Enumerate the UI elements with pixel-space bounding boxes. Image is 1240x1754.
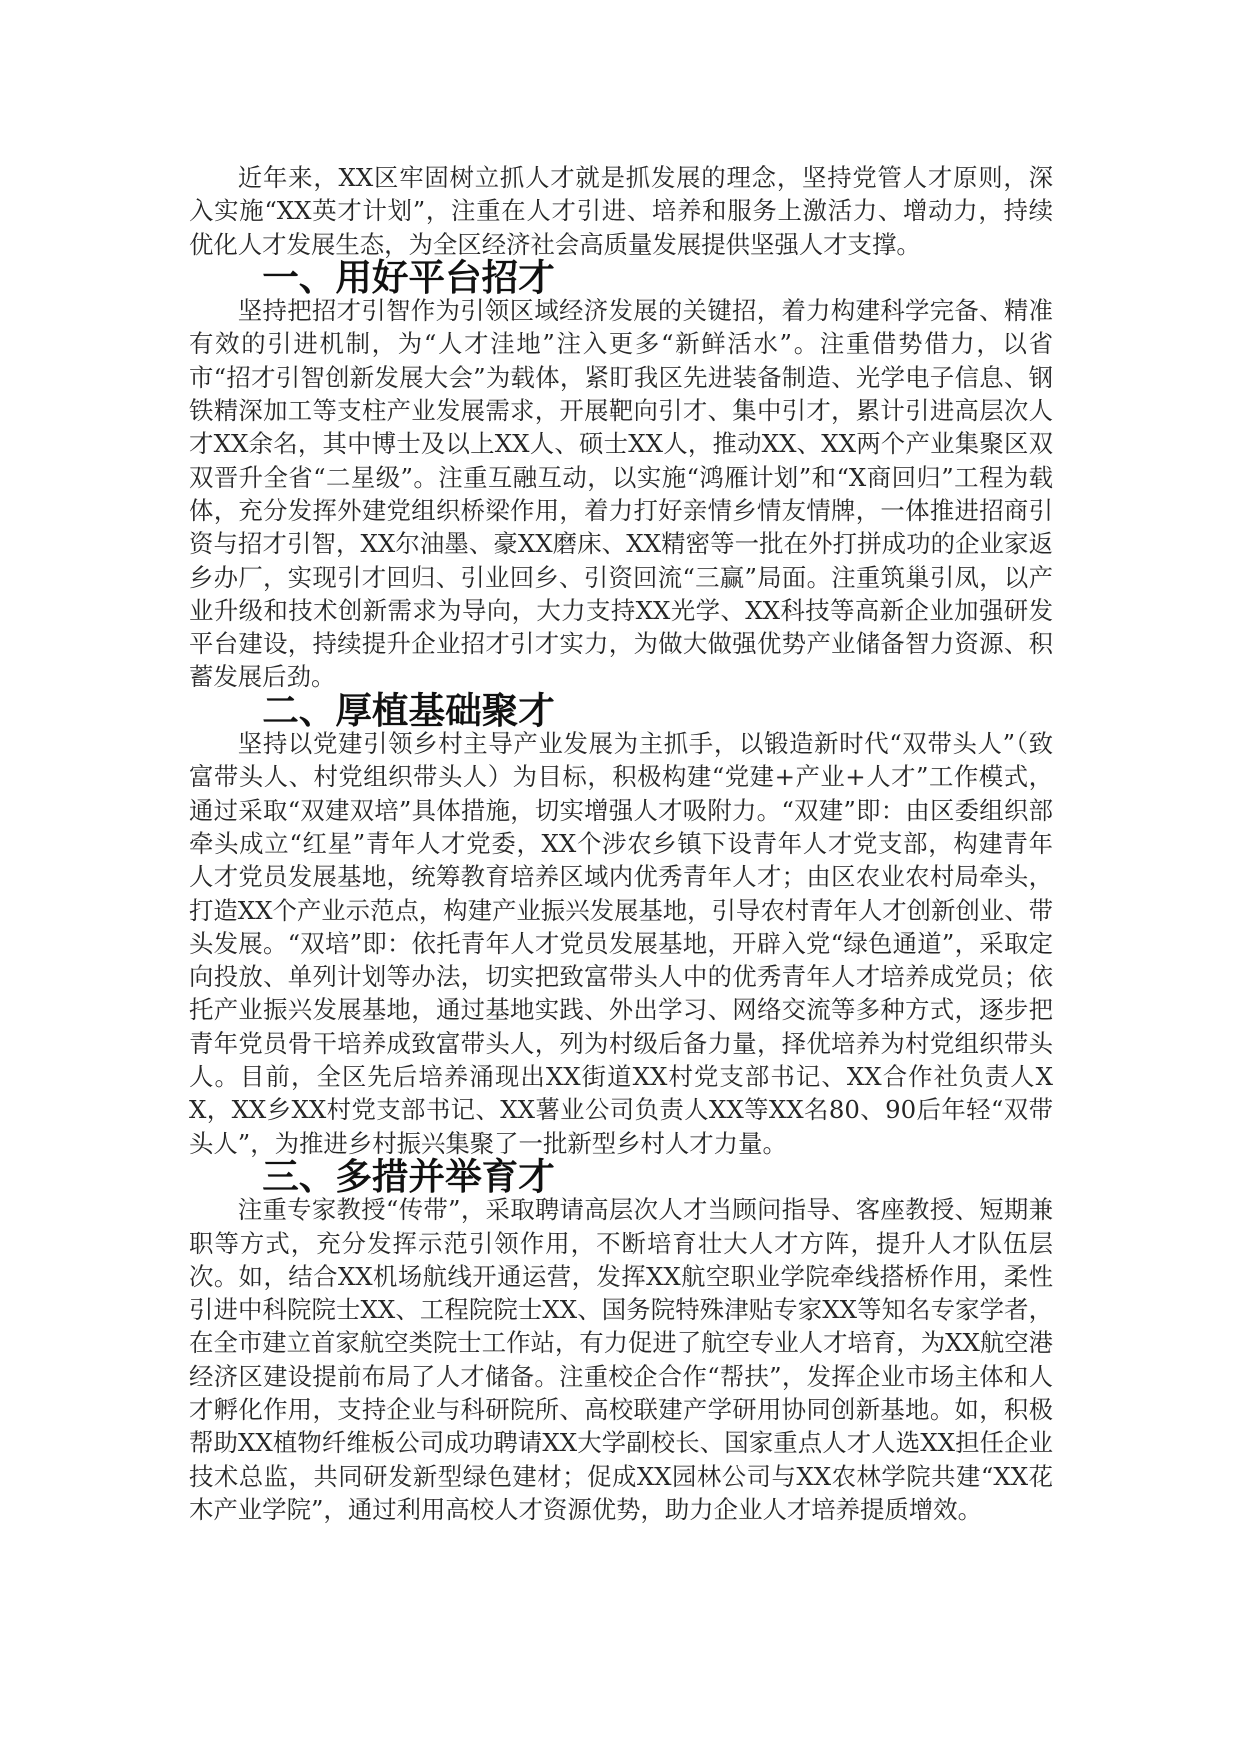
document-page — [189, 161, 1053, 1526]
section-body-3: 注重专家教授“传带”，采取聘请高层次人才当顾问指导、客座教授、短期兼职等方式，充分发挥示范引领作用，不断培育壮大人才方阵，提升人才队伍层次。如，结合XX机场航线开通运营，发挥XX航空职业学院牵线搭桥作用，柔性引进中科院院士XX、工程院院士XX、国务院特殊津贴专家XX等知名专家学者，在全市建立首家航空类院士工作站，有力促进了航空专业人才培育，为XX航空港经济区建设提前布局了人才储备。注重校企合作“帮扶”，发挥企业市场主体和人才孵化作用，支持企业与科研院所、高校联建产学研用协同创新基地。如，积极帮助XX植物纤维板公司成功聘请XX大学副校长、国家重点人才人选XX担任企业技术总监，共同研发新型绿色建材；促成XX园林公司与XX农林学院共建“XX花木产业学院”，通过利用高校人才资源优势，助力企业人才培养提质增效。 — [189, 1195, 1054, 1524]
intro-paragraph: 近年来，XX区牢固树立抓人才就是抓发展的理念，坚持党管人才原则，深入实施“XX英才计划”，注重在人才引进、培养和服务上激活力、增动力，持续优化人才发展生态，为全区经济社会高质量发展提供坚强人才支撑。 — [189, 163, 1053, 259]
section-body-2: 坚持以党建引领乡村主导产业发展为主抓手，以锻造新时代“双带头人”（致富带头人、村党组织带头人）为目标，积极构建“党建+产业+人才”工作模式，通过采取“双建双培”具体措施，切实增强人才吸附力。“双建”即：由区委组织部牵头成立“红星”青年人才党委，XX个涉农乡镇下设青年人才党支部，构建青年人才党员发展基地，统筹教育培养区域内优秀青年人才；由区农业农村局牵头，打造XX个产业示范点，构建产业振兴发展基地，引导农村青年人才创新创业、带头发展。“双培”即：依托青年人才党员发展基地，开辟入党“绿色通道”，采取定向投放、单列计划等办法，切实把致富带头人中的优秀青年人才培养成党员；依托产业振兴发展基地，通过基地实践、外出学习、网络交流等多种方式，逐步把青年党员骨干培养成致富带头人，列为村级后备力量，择优培养为村党组织带头人。目前，全区先后培养涌现出XX街道XX村党支部书记、XX合作社负责人XX，XX乡XX村党支部书记、XX薯业公司负责人XX等XX名80、90后年轻“双带头人”，为推进乡村振兴集聚了一批新型乡村人才力量。 — [189, 729, 1054, 1158]
section-heading-3: 三、多措并举育才 — [262, 1154, 555, 1198]
section-heading-2: 二、厚植基础聚才 — [262, 688, 555, 732]
section-heading-1: 一、用好平台招才 — [262, 255, 555, 299]
section-body-1: 坚持把招才引智作为引领区域经济发展的关键招，着力构建科学完备、精准有效的引进机制，为“人才洼地”注入更多“新鲜活水”。注重借势借力，以省市“招才引智创新发展大会”为载体，紧盯我区先进装备制造、光学电子信息、钢铁精深加工等支柱产业发展需求，开展靶向引才、集中引才，累计引进高层次人才XX余名，其中博士及以上XX人、硕士XX人，推动XX、XX两个产业集聚区双双晋升全省“二星级”。注重互融互动，以实施“鸿雁计划”和“X商回归”工程为载体，充分发挥外建党组织桥梁作用，着力打好亲情乡情友情牌，一体推进招商引资与招才引智，XX尔油墨、豪XX磨床、XX精密等一批在外打拼成功的企业家返乡办厂，实现引才回归、引业回乡、引资回流“三赢”局面。注重筑巢引凤，以产业升级和技术创新需求为导向，大力支持XX光学、XX科技等高新企业加强研发平台建设，持续提升企业招才引才实力，为做大做强优势产业储备智力资源、积蓄发展后劲。 — [189, 296, 1053, 692]
